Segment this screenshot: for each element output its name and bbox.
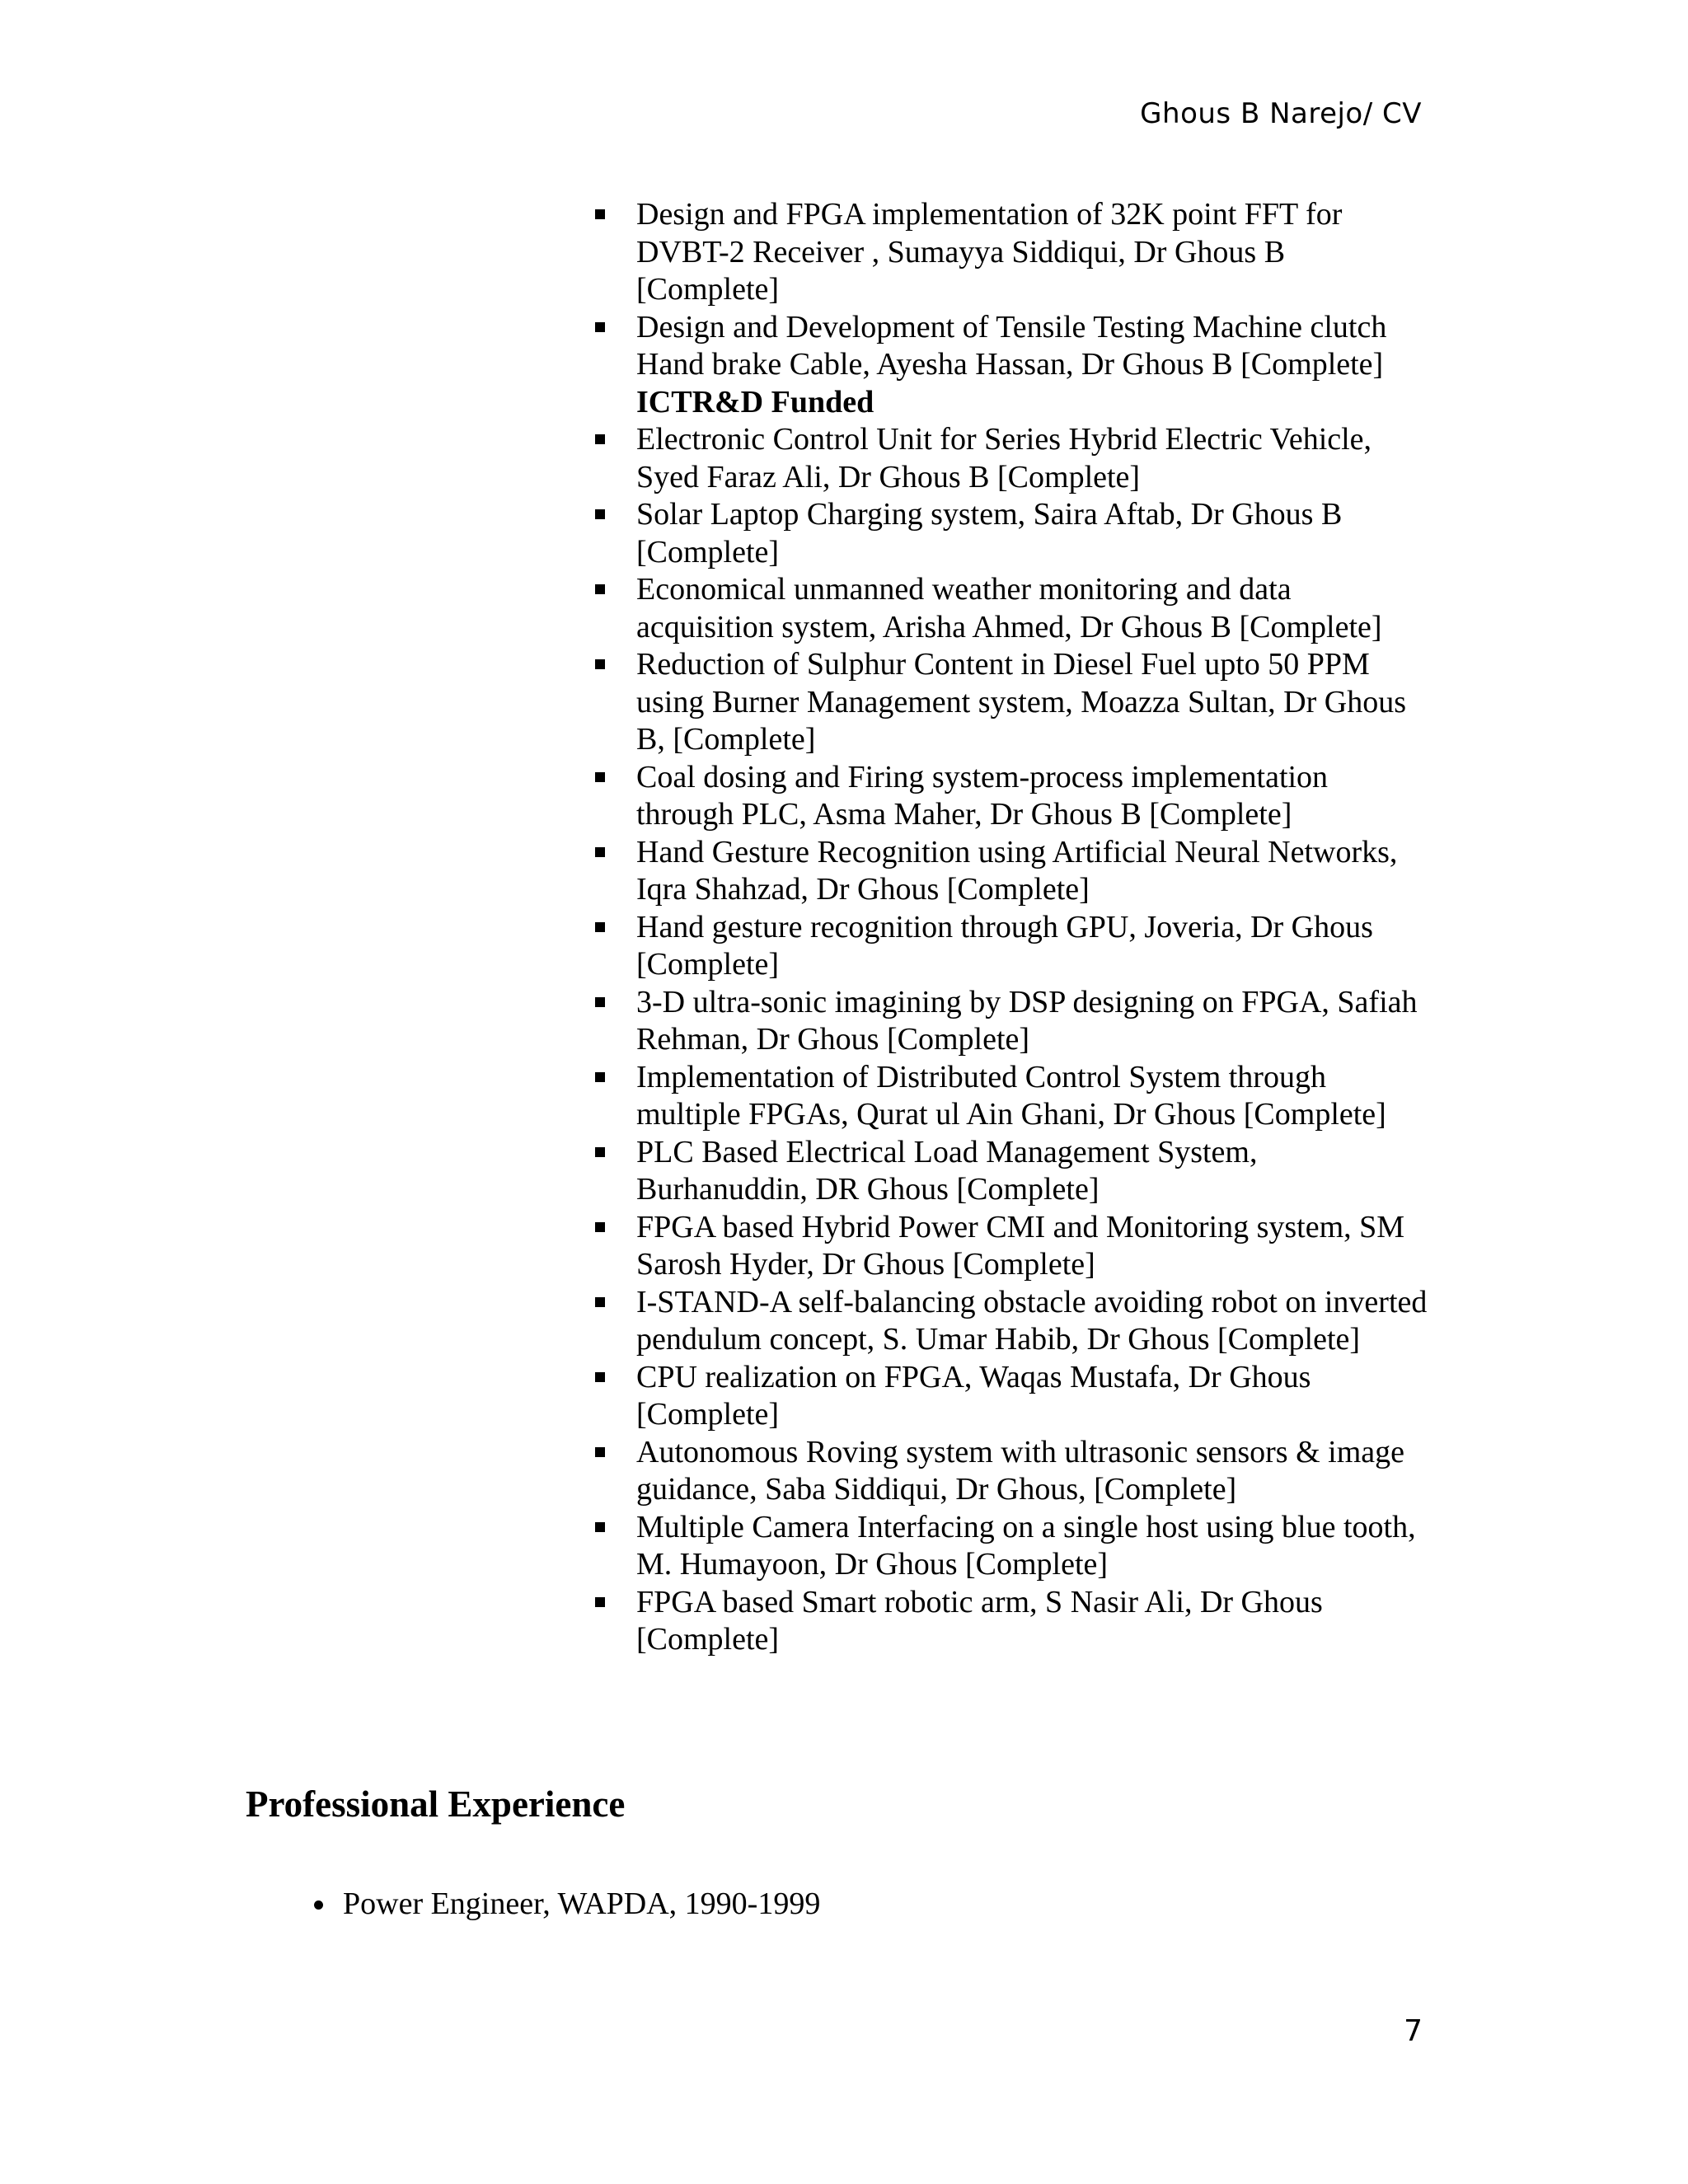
- square-bullet-icon: [595, 322, 605, 332]
- square-bullet-icon: [595, 209, 605, 219]
- project-text: Autonomous Roving system with ultrasonic sensors & image guidance, Saba Siddiqui, Dr Ghous, [Complete]: [636, 1434, 1405, 1507]
- square-bullet-icon: [595, 434, 605, 444]
- project-item: [587, 1434, 1428, 1509]
- square-bullet-icon: [595, 847, 605, 857]
- square-bullet-icon: [595, 772, 605, 782]
- square-bullet-icon: [595, 659, 605, 669]
- project-item: [587, 834, 1428, 909]
- project-item: [587, 1059, 1428, 1134]
- square-bullet-icon: [595, 1597, 605, 1607]
- square-bullet-icon: [595, 1372, 605, 1382]
- project-text: CPU realization on FPGA, Waqas Mustafa, Dr Ghous [Complete]: [636, 1359, 1311, 1432]
- project-item: [587, 759, 1428, 834]
- square-bullet-icon: [595, 509, 605, 519]
- page-number: 7: [1404, 2014, 1423, 2048]
- funding-label: ICTR&D Funded: [636, 384, 874, 419]
- project-text: Reduction of Sulphur Content in Diesel Fuel upto 50 PPM using Burner Management system, Moazza Sultan, Dr Ghous B, [Complete]: [636, 647, 1406, 757]
- cv-header: Ghous B Narejo/ CV: [1140, 97, 1422, 130]
- project-item: [587, 1209, 1428, 1284]
- square-bullet-icon: [595, 1522, 605, 1532]
- project-item: [587, 1509, 1428, 1584]
- project-item: [587, 309, 1428, 422]
- square-bullet-icon: [595, 1147, 605, 1157]
- project-item: [587, 909, 1428, 984]
- experience-text: Power Engineer, WAPDA, 1990-1999: [343, 1886, 821, 1921]
- project-text: Implementation of Distributed Control System through multiple FPGAs, Qurat ul Ain Ghani, Dr Ghous [Complete]: [636, 1059, 1386, 1132]
- project-text: Multiple Camera Interfacing on a single host using blue tooth, M. Humayoon, Dr Ghous [Complete]: [636, 1509, 1416, 1582]
- square-bullet-icon: [595, 1447, 605, 1457]
- project-item: [587, 1359, 1428, 1434]
- project-item: [587, 1134, 1428, 1209]
- project-text: Coal dosing and Firing system-process implementation through PLC, Asma Maher, Dr Ghous B [Complete]: [636, 759, 1329, 832]
- square-bullet-icon: [595, 997, 605, 1007]
- square-bullet-icon: [595, 922, 605, 932]
- project-text: Economical unmanned weather monitoring and data acquisition system, Arisha Ahmed, Dr Ghous B [Complete]: [636, 572, 1382, 644]
- square-bullet-icon: [595, 1222, 605, 1232]
- project-item: [587, 496, 1428, 571]
- project-item: [587, 196, 1428, 309]
- project-text: Design and FPGA implementation of 32K point FFT for DVBT-2 Receiver , Sumayya Siddiqui, Dr Ghous B [Complete]: [636, 197, 1343, 307]
- project-item: [587, 646, 1428, 759]
- project-text: 3-D ultra-sonic imagining by DSP designing on FPGA, Safiah Rehman, Dr Ghous [Complete]: [636, 984, 1418, 1057]
- project-text: Design and Development of Tensile Testing Machine clutch Hand brake Cable, Ayesha Hassan, Dr Ghous B [Complete]: [636, 309, 1387, 382]
- square-bullet-icon: [595, 1297, 605, 1307]
- project-item: [587, 571, 1428, 646]
- square-bullet-icon: [595, 1072, 605, 1082]
- project-text: Hand Gesture Recognition using Artificial Neural Networks, Iqra Shahzad, Dr Ghous [Complete]: [636, 834, 1398, 907]
- project-list: [587, 196, 1428, 1659]
- round-bullet-icon: [314, 1900, 323, 1910]
- square-bullet-icon: [595, 584, 605, 594]
- project-text: I-STAND-A self-balancing obstacle avoiding robot on inverted pendulum concept, S. Umar Habib, Dr Ghous [Complete]: [636, 1284, 1428, 1357]
- project-text: Hand gesture recognition through GPU, Joveria, Dr Ghous [Complete]: [636, 909, 1373, 982]
- experience-list: [246, 1886, 820, 1923]
- project-item: [587, 984, 1428, 1059]
- section-title-professional-experience: Professional Experience: [246, 1783, 626, 1825]
- project-text: FPGA based Smart robotic arm, S Nasir Ali, Dr Ghous [Complete]: [636, 1584, 1323, 1657]
- project-item: [587, 1284, 1428, 1359]
- project-text: Electronic Control Unit for Series Hybrid Electric Vehicle, Syed Faraz Ali, Dr Ghous B [Complete]: [636, 422, 1372, 494]
- project-text: PLC Based Electrical Load Management System, Burhanuddin, DR Ghous [Complete]: [636, 1134, 1258, 1207]
- project-item: [587, 1584, 1428, 1659]
- project-text: Solar Laptop Charging system, Saira Aftab, Dr Ghous B [Complete]: [636, 497, 1343, 569]
- project-item: [587, 421, 1428, 496]
- project-text: FPGA based Hybrid Power CMI and Monitoring system, SM Sarosh Hyder, Dr Ghous [Complete]: [636, 1209, 1405, 1282]
- experience-item: [246, 1886, 820, 1923]
